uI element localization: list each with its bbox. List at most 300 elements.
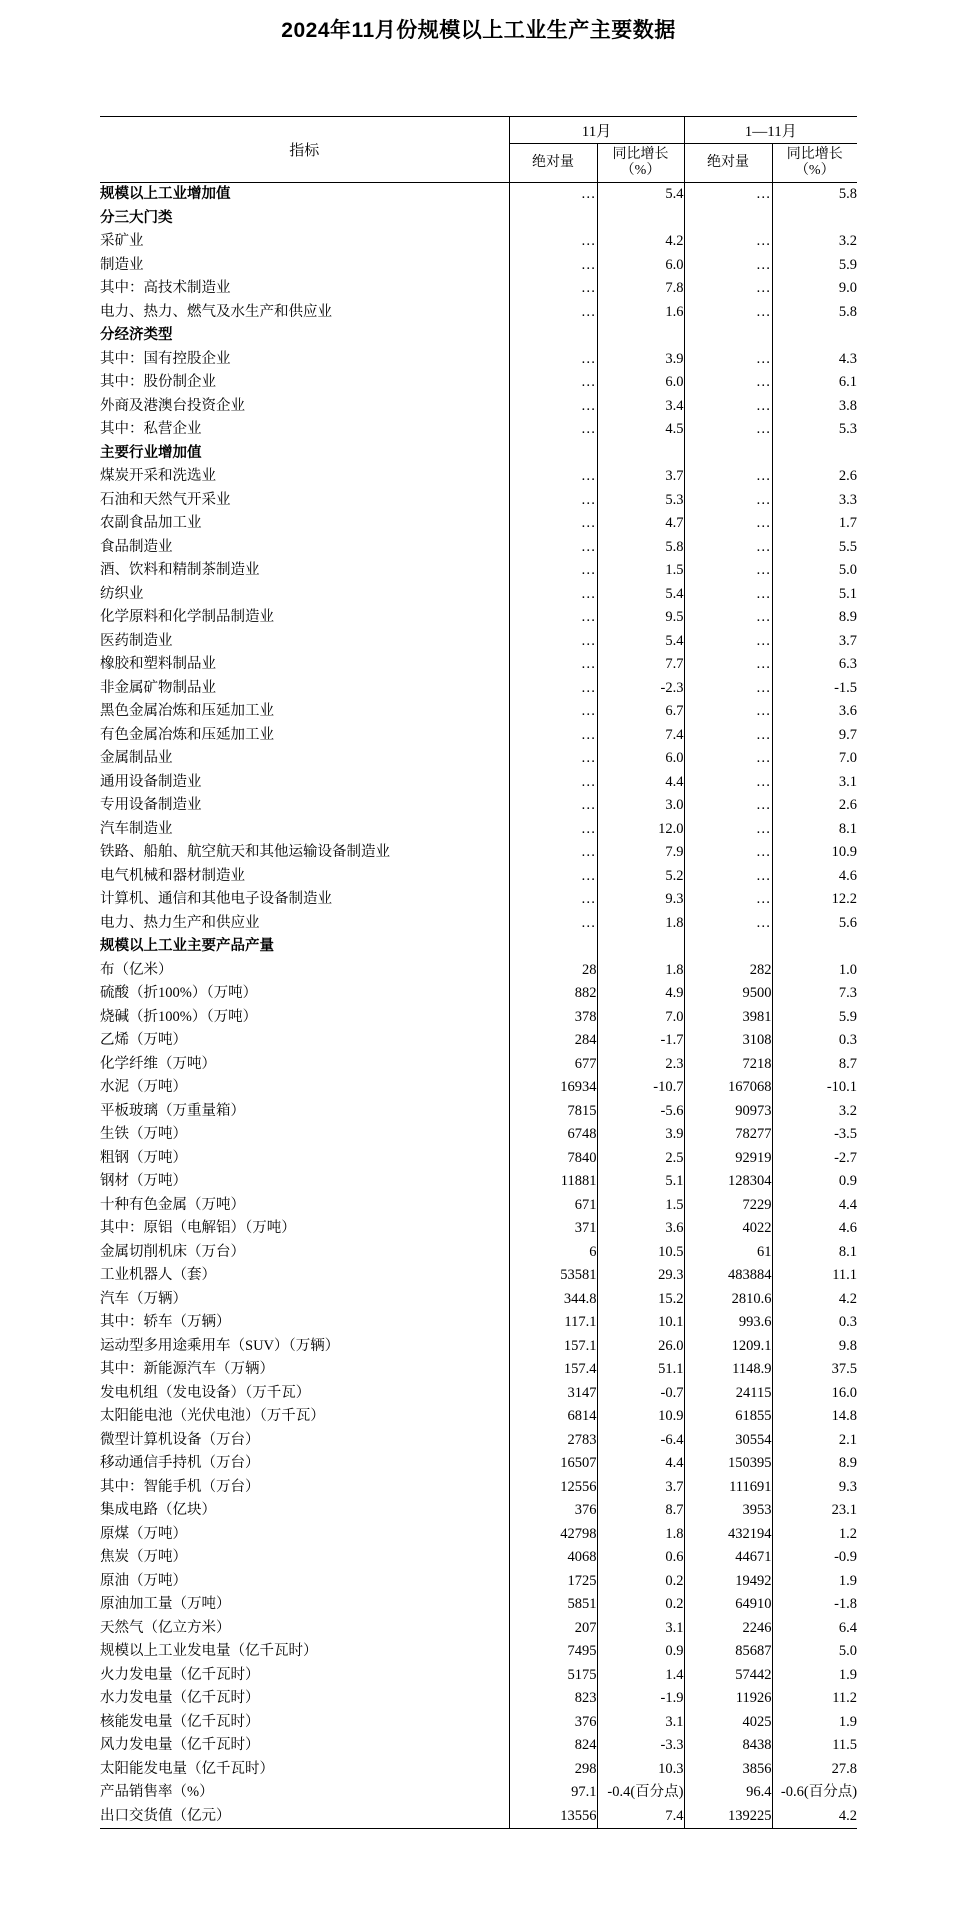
row-month-absolute — [509, 207, 597, 231]
row-month-yoy: 3.6 — [597, 1217, 684, 1241]
table-row — [100, 489, 857, 513]
table-row — [100, 959, 857, 983]
row-month-yoy: 10.3 — [597, 1758, 684, 1782]
row-month-yoy: 1.6 — [597, 301, 684, 325]
row-label: 乙烯（万吨） — [100, 1032, 187, 1048]
row-cumulative-yoy: -0.9 — [772, 1546, 857, 1570]
row-month-absolute: 671 — [509, 1194, 597, 1218]
row-month-yoy: -10.7 — [597, 1076, 684, 1100]
header-group-month: 11月 — [509, 117, 684, 144]
table-row — [100, 1029, 857, 1053]
row-cumulative-yoy: 0.3 — [772, 1311, 857, 1335]
row-cumulative-yoy — [772, 324, 857, 348]
row-cumulative-absolute: 111691 — [684, 1476, 772, 1500]
row-month-absolute: 6748 — [509, 1123, 597, 1147]
row-label: 食品制造业 — [100, 538, 173, 555]
row-month-absolute: 378 — [509, 1006, 597, 1030]
row-month-yoy: 4.5 — [597, 418, 684, 442]
row-label: 风力发电量（亿千瓦时） — [100, 1737, 260, 1753]
row-month-absolute: 5175 — [509, 1664, 597, 1688]
row-cumulative-absolute: 4025 — [684, 1711, 772, 1735]
row-month-yoy: 7.9 — [597, 841, 684, 865]
row-cumulative-yoy: 3.8 — [772, 395, 857, 419]
row-month-yoy: 10.9 — [597, 1405, 684, 1429]
table-row — [100, 1335, 857, 1359]
row-label: 硫酸（折100%）（万吨） — [100, 985, 258, 1001]
row-cumulative-absolute: 7218 — [684, 1053, 772, 1077]
row-month-absolute: … — [509, 371, 597, 395]
row-month-yoy: 1.5 — [597, 559, 684, 583]
row-cumulative-yoy: 5.5 — [772, 536, 857, 560]
table-row — [100, 1452, 857, 1476]
row-cumulative-absolute: … — [684, 583, 772, 607]
row-month-yoy: 0.2 — [597, 1593, 684, 1617]
row-month-yoy: 6.0 — [597, 747, 684, 771]
row-cumulative-yoy: 5.0 — [772, 559, 857, 583]
row-cumulative-absolute: 11926 — [684, 1687, 772, 1711]
row-month-absolute: … — [509, 536, 597, 560]
row-cumulative-absolute: … — [684, 606, 772, 630]
row-cumulative-yoy: 9.3 — [772, 1476, 857, 1500]
row-label: 通用设备制造业 — [100, 773, 202, 790]
row-label: 生铁（万吨） — [100, 1126, 187, 1142]
row-month-yoy — [597, 442, 684, 466]
row-cumulative-yoy — [772, 207, 857, 231]
row-cumulative-absolute: … — [684, 700, 772, 724]
row-cumulative-absolute: 90973 — [684, 1100, 772, 1124]
row-cumulative-absolute: 3108 — [684, 1029, 772, 1053]
row-month-absolute: 344.8 — [509, 1288, 597, 1312]
row-month-absolute: … — [509, 559, 597, 583]
table-row — [100, 1288, 857, 1312]
row-month-yoy: 5.1 — [597, 1170, 684, 1194]
row-label: 化学纤维（万吨） — [100, 1055, 216, 1072]
table-row — [100, 1593, 857, 1617]
row-month-yoy: -5.6 — [597, 1100, 684, 1124]
row-month-absolute: 3147 — [509, 1382, 597, 1406]
row-cumulative-yoy: 6.1 — [772, 371, 857, 395]
table-row — [100, 747, 857, 771]
row-month-yoy: 9.3 — [597, 888, 684, 912]
row-cumulative-yoy: -1.8 — [772, 1593, 857, 1617]
row-cumulative-yoy: 1.9 — [772, 1664, 857, 1688]
row-label: 计算机、通信和其他电子设备制造业 — [100, 891, 332, 907]
row-cumulative-yoy: 27.8 — [772, 1758, 857, 1782]
row-cumulative-yoy: 10.9 — [772, 841, 857, 865]
row-label: 分三大门类 — [100, 209, 173, 226]
row-cumulative-absolute: … — [684, 888, 772, 912]
row-cumulative-absolute: 61 — [684, 1241, 772, 1265]
row-label: 其中：高技术制造业 — [100, 280, 231, 296]
row-label: 布（亿米） — [100, 961, 173, 978]
row-cumulative-absolute: 19492 — [684, 1570, 772, 1594]
row-month-yoy: 3.0 — [597, 794, 684, 818]
table-body — [100, 183, 857, 1829]
row-label: 平板玻璃（万重量箱） — [100, 1102, 245, 1119]
row-label: 其中：私营企业 — [100, 421, 202, 437]
row-month-absolute: … — [509, 653, 597, 677]
table-row — [100, 1781, 857, 1805]
row-label: 医药制造业 — [100, 632, 173, 649]
row-label: 电力、热力生产和供应业 — [100, 914, 260, 931]
row-cumulative-yoy: 14.8 — [772, 1405, 857, 1429]
row-cumulative-yoy: 2.1 — [772, 1429, 857, 1453]
row-month-absolute: … — [509, 465, 597, 489]
row-month-yoy — [597, 324, 684, 348]
row-cumulative-yoy: 1.7 — [772, 512, 857, 536]
row-month-yoy: 0.9 — [597, 1640, 684, 1664]
row-month-absolute: … — [509, 301, 597, 325]
table-row — [100, 818, 857, 842]
table-row — [100, 1006, 857, 1030]
row-month-absolute: 376 — [509, 1499, 597, 1523]
row-label: 金属切削机床（万台） — [100, 1243, 245, 1260]
row-label: 工业机器人（套） — [100, 1267, 216, 1283]
row-cumulative-absolute: … — [684, 677, 772, 701]
page-title: 2024年11月份规模以上工业生产主要数据 — [281, 19, 676, 42]
row-month-absolute: … — [509, 395, 597, 419]
row-month-absolute: 207 — [509, 1617, 597, 1641]
row-month-absolute: … — [509, 865, 597, 889]
table-row — [100, 324, 857, 348]
table-row — [100, 888, 857, 912]
row-month-yoy: 3.9 — [597, 1123, 684, 1147]
table-row — [100, 230, 857, 254]
row-cumulative-yoy: 11.2 — [772, 1687, 857, 1711]
table-row — [100, 1570, 857, 1594]
table-header — [100, 117, 857, 183]
row-label: 金属制品业 — [100, 750, 173, 766]
row-month-yoy: 51.1 — [597, 1358, 684, 1382]
row-month-yoy: 1.4 — [597, 1664, 684, 1688]
table-row — [100, 700, 857, 724]
row-cumulative-absolute: … — [684, 512, 772, 536]
table-row — [100, 254, 857, 278]
table-row — [100, 865, 857, 889]
table-row — [100, 841, 857, 865]
row-month-yoy: 7.7 — [597, 653, 684, 677]
row-cumulative-yoy: 5.9 — [772, 1006, 857, 1030]
table-row — [100, 1476, 857, 1500]
table-row — [100, 536, 857, 560]
table-row — [100, 277, 857, 301]
row-cumulative-absolute: 7229 — [684, 1194, 772, 1218]
row-cumulative-absolute: … — [684, 254, 772, 278]
table-row — [100, 1664, 857, 1688]
row-month-absolute: 4068 — [509, 1546, 597, 1570]
row-label: 规模以上工业发电量（亿千瓦时） — [100, 1643, 318, 1659]
row-cumulative-absolute: … — [684, 183, 772, 207]
row-month-absolute: 284 — [509, 1029, 597, 1053]
header-group-cumulative: 1—11月 — [684, 117, 857, 144]
row-label: 其中：原铝（电解铝）（万吨） — [100, 1220, 296, 1236]
row-label: 采矿业 — [100, 233, 144, 249]
header-cumulative-absolute: 绝对量 — [684, 144, 772, 183]
row-cumulative-yoy: 6.3 — [772, 653, 857, 677]
row-label: 原油加工量（万吨） — [100, 1596, 231, 1612]
row-cumulative-yoy: 1.0 — [772, 959, 857, 983]
row-cumulative-yoy — [772, 935, 857, 959]
table-row — [100, 1523, 857, 1547]
row-month-absolute: 371 — [509, 1217, 597, 1241]
row-cumulative-yoy: 8.7 — [772, 1053, 857, 1077]
row-cumulative-absolute: … — [684, 747, 772, 771]
row-month-absolute: … — [509, 700, 597, 724]
row-cumulative-absolute: 3856 — [684, 1758, 772, 1782]
row-cumulative-absolute: … — [684, 818, 772, 842]
table-row — [100, 371, 857, 395]
row-month-yoy: 1.8 — [597, 959, 684, 983]
row-month-absolute: 7815 — [509, 1100, 597, 1124]
row-month-absolute: … — [509, 912, 597, 936]
row-month-absolute: 2783 — [509, 1429, 597, 1453]
row-month-absolute: … — [509, 677, 597, 701]
row-month-absolute: 824 — [509, 1734, 597, 1758]
row-label: 纺织业 — [100, 585, 144, 602]
row-month-absolute: … — [509, 583, 597, 607]
row-month-yoy: 4.9 — [597, 982, 684, 1006]
row-month-absolute: … — [509, 841, 597, 865]
header-month-absolute: 绝对量 — [509, 144, 597, 183]
row-month-yoy: 3.4 — [597, 395, 684, 419]
row-cumulative-absolute: … — [684, 912, 772, 936]
row-cumulative-absolute: 483884 — [684, 1264, 772, 1288]
row-month-yoy: 6.0 — [597, 254, 684, 278]
table-header-row-groups — [100, 117, 857, 144]
table-row — [100, 1147, 857, 1171]
table-row — [100, 606, 857, 630]
row-month-absolute: 5851 — [509, 1593, 597, 1617]
row-cumulative-absolute: … — [684, 653, 772, 677]
row-month-absolute: … — [509, 277, 597, 301]
row-label: 规模以上工业增加值 — [100, 186, 231, 202]
row-cumulative-yoy: 4.2 — [772, 1288, 857, 1312]
row-cumulative-absolute — [684, 207, 772, 231]
row-cumulative-yoy: 5.0 — [772, 1640, 857, 1664]
row-cumulative-absolute: … — [684, 395, 772, 419]
row-month-yoy: -6.4 — [597, 1429, 684, 1453]
row-month-absolute: … — [509, 818, 597, 842]
row-label: 火力发电量（亿千瓦时） — [100, 1666, 260, 1683]
row-cumulative-absolute: … — [684, 418, 772, 442]
row-label: 汽车制造业 — [100, 820, 173, 837]
row-month-absolute: … — [509, 630, 597, 654]
row-month-absolute: 376 — [509, 1711, 597, 1735]
header-month-yoy-line1: 同比增长 — [612, 146, 669, 162]
row-month-absolute: 298 — [509, 1758, 597, 1782]
table-row — [100, 1687, 857, 1711]
row-month-yoy: 15.2 — [597, 1288, 684, 1312]
table-row — [100, 1805, 857, 1829]
row-cumulative-absolute: 4022 — [684, 1217, 772, 1241]
row-cumulative-absolute: … — [684, 724, 772, 748]
row-month-absolute: 28 — [509, 959, 597, 983]
row-month-yoy: 1.5 — [597, 1194, 684, 1218]
row-cumulative-yoy: -10.1 — [772, 1076, 857, 1100]
row-month-yoy: 10.5 — [597, 1241, 684, 1265]
table-row — [100, 935, 857, 959]
row-month-absolute: … — [509, 512, 597, 536]
row-cumulative-yoy: 3.3 — [772, 489, 857, 513]
row-cumulative-yoy: 3.2 — [772, 1100, 857, 1124]
row-month-yoy: 7.4 — [597, 1805, 684, 1829]
row-month-absolute: 823 — [509, 1687, 597, 1711]
row-cumulative-absolute: 85687 — [684, 1640, 772, 1664]
row-month-absolute: … — [509, 606, 597, 630]
table-row — [100, 1076, 857, 1100]
row-month-yoy: 1.8 — [597, 1523, 684, 1547]
row-cumulative-yoy: 3.1 — [772, 771, 857, 795]
row-month-yoy: 5.4 — [597, 630, 684, 654]
row-cumulative-absolute: … — [684, 348, 772, 372]
row-month-yoy: 3.7 — [597, 1476, 684, 1500]
row-label: 分经济类型 — [100, 327, 173, 343]
table-row — [100, 677, 857, 701]
main-data-table-wrapper — [100, 44, 857, 1829]
header-indicator: 指标 — [100, 117, 509, 183]
row-cumulative-absolute: 1209.1 — [684, 1335, 772, 1359]
table-row — [100, 1758, 857, 1782]
row-month-yoy: 5.4 — [597, 183, 684, 207]
row-label: 移动通信手持机（万台） — [100, 1455, 260, 1471]
row-cumulative-yoy: 9.7 — [772, 724, 857, 748]
row-cumulative-yoy: 5.8 — [772, 183, 857, 207]
table-row — [100, 442, 857, 466]
row-cumulative-absolute: 139225 — [684, 1805, 772, 1829]
row-cumulative-yoy: 4.2 — [772, 1805, 857, 1829]
row-cumulative-absolute — [684, 442, 772, 466]
table-row — [100, 1546, 857, 1570]
row-cumulative-yoy: 4.4 — [772, 1194, 857, 1218]
row-label: 橡胶和塑料制品业 — [100, 656, 216, 672]
table-row — [100, 982, 857, 1006]
row-month-yoy: 7.4 — [597, 724, 684, 748]
table-row — [100, 583, 857, 607]
row-cumulative-yoy: 11.5 — [772, 1734, 857, 1758]
row-cumulative-yoy: 16.0 — [772, 1382, 857, 1406]
row-month-absolute: 97.1 — [509, 1781, 597, 1805]
table-row — [100, 1217, 857, 1241]
row-label: 集成电路（亿块） — [100, 1502, 216, 1518]
row-month-absolute: … — [509, 254, 597, 278]
table-row — [100, 912, 857, 936]
row-label: 产品销售率（%） — [100, 1784, 214, 1800]
table-row — [100, 1358, 857, 1382]
table-row — [100, 1170, 857, 1194]
row-cumulative-absolute — [684, 324, 772, 348]
row-cumulative-yoy: 4.3 — [772, 348, 857, 372]
row-cumulative-yoy: 8.1 — [772, 1241, 857, 1265]
row-cumulative-absolute: … — [684, 230, 772, 254]
row-cumulative-absolute: … — [684, 841, 772, 865]
row-label: 烧碱（折100%）（万吨） — [100, 1008, 258, 1025]
row-cumulative-absolute: … — [684, 277, 772, 301]
row-label: 规模以上工业主要产品产量 — [100, 938, 274, 954]
row-month-yoy: -1.9 — [597, 1687, 684, 1711]
row-cumulative-absolute: 92919 — [684, 1147, 772, 1171]
row-month-yoy: 5.4 — [597, 583, 684, 607]
row-month-absolute: 117.1 — [509, 1311, 597, 1335]
row-cumulative-yoy: 23.1 — [772, 1499, 857, 1523]
row-label: 其中：国有控股企业 — [100, 350, 231, 367]
row-cumulative-absolute: 3953 — [684, 1499, 772, 1523]
table-row — [100, 794, 857, 818]
row-month-absolute: … — [509, 348, 597, 372]
row-month-yoy: -0.4(百分点) — [597, 1781, 684, 1805]
row-label: 铁路、船舶、航空航天和其他运输设备制造业 — [100, 844, 390, 860]
row-label: 石油和天然气开采业 — [100, 491, 231, 508]
row-cumulative-absolute: 96.4 — [684, 1781, 772, 1805]
row-label: 其中：轿车（万辆） — [100, 1314, 231, 1330]
row-cumulative-absolute: … — [684, 559, 772, 583]
row-month-yoy — [597, 935, 684, 959]
row-cumulative-absolute: 282 — [684, 959, 772, 983]
row-cumulative-yoy: 2.6 — [772, 794, 857, 818]
table-row — [100, 559, 857, 583]
row-label: 焦炭（万吨） — [100, 1549, 187, 1565]
row-cumulative-absolute: … — [684, 301, 772, 325]
row-cumulative-yoy: 8.1 — [772, 818, 857, 842]
row-month-yoy: 3.9 — [597, 348, 684, 372]
row-month-yoy: 1.8 — [597, 912, 684, 936]
row-cumulative-yoy: 0.3 — [772, 1029, 857, 1053]
row-label: 电力、热力、燃气及水生产和供应业 — [100, 303, 332, 320]
row-month-absolute: 882 — [509, 982, 597, 1006]
row-month-absolute: 6814 — [509, 1405, 597, 1429]
row-cumulative-absolute: 3981 — [684, 1006, 772, 1030]
row-cumulative-absolute: 2246 — [684, 1617, 772, 1641]
row-cumulative-yoy: 1.9 — [772, 1711, 857, 1735]
row-cumulative-yoy: 3.6 — [772, 700, 857, 724]
row-cumulative-yoy: 5.3 — [772, 418, 857, 442]
row-month-yoy: 4.4 — [597, 771, 684, 795]
row-label: 运动型多用途乘用车（SUV）（万辆） — [100, 1337, 340, 1354]
row-cumulative-yoy: 5.9 — [772, 254, 857, 278]
row-month-absolute: 7840 — [509, 1147, 597, 1171]
row-cumulative-yoy: 8.9 — [772, 606, 857, 630]
row-month-absolute: 16934 — [509, 1076, 597, 1100]
header-month-yoy-line2: （%） — [620, 163, 661, 178]
row-label: 天然气（亿立方米） — [100, 1619, 231, 1636]
table-row — [100, 1617, 857, 1641]
table-row — [100, 1429, 857, 1453]
row-label: 化学原料和化学制品制造业 — [100, 609, 274, 625]
row-month-yoy: -3.3 — [597, 1734, 684, 1758]
row-month-yoy: 10.1 — [597, 1311, 684, 1335]
row-month-yoy: 5.2 — [597, 865, 684, 889]
row-cumulative-absolute: 8438 — [684, 1734, 772, 1758]
row-month-absolute: … — [509, 489, 597, 513]
row-label: 水力发电量（亿千瓦时） — [100, 1690, 260, 1706]
row-cumulative-yoy: 9.8 — [772, 1335, 857, 1359]
row-label: 制造业 — [100, 256, 144, 273]
row-month-absolute: … — [509, 747, 597, 771]
row-cumulative-absolute: … — [684, 371, 772, 395]
row-month-yoy: -2.3 — [597, 677, 684, 701]
row-month-yoy: 4.4 — [597, 1452, 684, 1476]
row-cumulative-absolute: 30554 — [684, 1429, 772, 1453]
table-row — [100, 183, 857, 207]
row-cumulative-absolute — [684, 935, 772, 959]
header-cumulative-yoy-line2: （%） — [794, 163, 835, 178]
row-month-absolute: … — [509, 794, 597, 818]
table-row — [100, 771, 857, 795]
table-row — [100, 465, 857, 489]
table-row — [100, 1241, 857, 1265]
row-cumulative-yoy: 4.6 — [772, 865, 857, 889]
table-row — [100, 1499, 857, 1523]
row-cumulative-yoy: 37.5 — [772, 1358, 857, 1382]
